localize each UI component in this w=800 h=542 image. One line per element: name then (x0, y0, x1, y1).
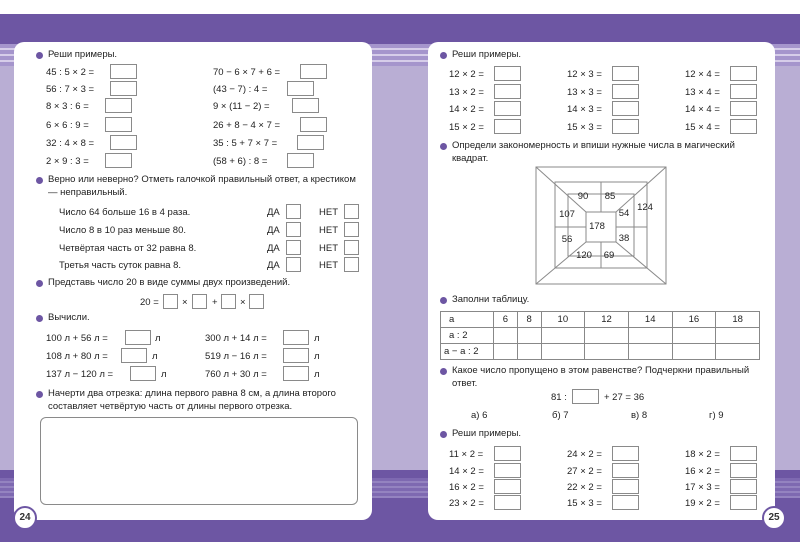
task-title: Верно или неверно? Отметь галочкой правильный ответ, а крестиком — неправильный. (48, 174, 356, 198)
example-text: 22 × 2 = (567, 482, 602, 493)
answer-box[interactable] (612, 446, 639, 461)
task-title: Представь число 20 в виде суммы двух произведений. (48, 277, 291, 288)
answer-box[interactable] (494, 446, 521, 461)
answer-option[interactable]: а) 6 (471, 410, 488, 421)
example-text: (43 − 7) : 4 = (213, 84, 268, 95)
answer-box[interactable] (105, 153, 132, 168)
example-text: 14 × 4 = (685, 104, 720, 115)
example-text: 15 × 2 = (449, 122, 484, 133)
table-header-cell: 14 (628, 312, 672, 328)
answer-box[interactable] (494, 66, 521, 81)
example-text: 16 × 2 = (685, 466, 720, 477)
task-title: Вычисли. (48, 312, 90, 323)
unit-label: л (314, 351, 320, 362)
answer-box[interactable] (110, 64, 137, 79)
example-text: 14 × 3 = (567, 104, 602, 115)
example-text: 760 л + 30 л = (205, 369, 267, 380)
unit-label: л (314, 333, 320, 344)
answer-box[interactable] (110, 135, 137, 150)
bullet-icon (36, 52, 43, 59)
table-cell[interactable] (716, 328, 760, 344)
unit-label: л (152, 351, 158, 362)
times-sign: × (240, 297, 246, 308)
yes-checkbox[interactable] (286, 204, 301, 219)
bullet-icon (440, 143, 447, 150)
statement-text: Число 64 больше 16 в 4 раза. (59, 207, 191, 218)
example-text: 519 л − 16 л = (205, 351, 267, 362)
example-text: 13 × 3 = (567, 87, 602, 98)
table-cell[interactable] (541, 328, 585, 344)
example-text: 15 × 4 = (685, 122, 720, 133)
drawing-area[interactable] (40, 417, 358, 505)
example-text: 16 × 2 = (449, 482, 484, 493)
yes-label: ДА (267, 225, 280, 236)
no-label: НЕТ (319, 243, 338, 254)
magic-number: 38 (618, 233, 630, 244)
table-cell[interactable] (517, 328, 541, 344)
values-table (440, 311, 760, 360)
answer-box[interactable] (287, 153, 314, 168)
table-cell[interactable] (672, 344, 716, 360)
answer-box[interactable] (612, 463, 639, 478)
example-text: 45 : 5 × 2 = (46, 67, 95, 78)
equation-right: + 27 = 36 (604, 392, 645, 403)
task-title: Какое число пропущено в этом равенстве? Подчеркни правильный ответ. (452, 365, 750, 389)
answer-box[interactable] (730, 119, 757, 134)
table-cell[interactable] (672, 328, 716, 344)
answer-box[interactable] (297, 135, 324, 150)
answer-box[interactable] (572, 389, 599, 404)
answer-box[interactable] (730, 495, 757, 510)
example-text: 6 × 6 : 9 = (46, 120, 89, 131)
example-text: 13 × 2 = (449, 87, 484, 98)
answer-box[interactable] (300, 117, 327, 132)
answer-box[interactable] (283, 348, 309, 363)
no-label: НЕТ (319, 260, 338, 271)
table-row-label: а : 2 (441, 328, 494, 344)
example-text: 9 × (11 − 2) = (213, 101, 270, 112)
magic-number: 178 (589, 221, 605, 232)
magic-number: 90 (577, 191, 589, 202)
answer-box[interactable] (612, 84, 639, 99)
task-title: Определи закономерность и впиши нужные числа в магический квадрат. (452, 140, 735, 164)
bullet-icon (36, 391, 43, 398)
yes-checkbox[interactable] (286, 240, 301, 255)
answer-box[interactable] (283, 366, 309, 381)
example-text: 19 × 2 = (685, 498, 720, 509)
example-text: 70 − 6 × 7 + 6 = (213, 67, 281, 78)
answer-box[interactable] (125, 330, 151, 345)
unit-label: л (155, 333, 161, 344)
no-checkbox[interactable] (344, 257, 359, 272)
answer-box[interactable] (163, 294, 178, 309)
bullet-icon (36, 280, 43, 287)
no-label: НЕТ (319, 207, 338, 218)
answer-option[interactable]: б) 7 (552, 410, 569, 421)
table-row-label: а − а : 2 (441, 344, 494, 360)
answer-box[interactable] (494, 119, 521, 134)
top-white-band (0, 0, 800, 14)
table-header-cell: 10 (541, 312, 585, 328)
table-cell[interactable] (517, 344, 541, 360)
answer-box[interactable] (730, 446, 757, 461)
magic-number: 120 (576, 250, 592, 261)
answer-box[interactable] (494, 463, 521, 478)
magic-number: 69 (603, 250, 615, 261)
table-cell[interactable] (585, 344, 629, 360)
table-header-cell: 12 (585, 312, 629, 328)
statement-text: Число 8 в 10 раз меньше 80. (59, 225, 186, 236)
magic-number: 56 (561, 234, 573, 245)
task-title: Реши примеры. (452, 49, 522, 60)
table-row (441, 344, 760, 360)
table-header-cell: 18 (716, 312, 760, 328)
answer-box[interactable] (283, 330, 309, 345)
unit-label: л (314, 369, 320, 380)
table-cell[interactable] (494, 328, 518, 344)
table-header-cell: 16 (672, 312, 716, 328)
yes-label: ДА (267, 207, 280, 218)
answer-box[interactable] (730, 463, 757, 478)
table-cell[interactable] (494, 344, 518, 360)
no-label: НЕТ (319, 225, 338, 236)
example-text: 17 × 3 = (685, 482, 720, 493)
yes-label: ДА (267, 243, 280, 254)
example-text: 2 × 9 : 3 = (46, 156, 89, 167)
magic-number: 107 (559, 209, 575, 220)
example-text: 26 + 8 − 4 × 7 = (213, 120, 281, 131)
equation-left: 81 : (551, 392, 567, 403)
answer-box[interactable] (612, 495, 639, 510)
example-text: 24 × 2 = (567, 449, 602, 460)
table-header-cell: а (441, 312, 494, 328)
example-text: 18 × 2 = (685, 449, 720, 460)
no-checkbox[interactable] (344, 222, 359, 237)
no-checkbox[interactable] (344, 204, 359, 219)
answer-box[interactable] (287, 81, 314, 96)
example-text: 23 × 2 = (449, 498, 484, 509)
table-header-cell: 6 (494, 312, 518, 328)
table-header-cell: 8 (517, 312, 541, 328)
task-title: Начерти два отрезка: длина первого равна 8 см, а длина второго составляет четвёртую часть от длины первого отрезка. (48, 388, 336, 412)
example-text: 12 × 4 = (685, 69, 720, 80)
example-text: 300 л + 14 л = (205, 333, 267, 344)
example-text: 15 × 3 = (567, 122, 602, 133)
task-title: Реши примеры. (452, 428, 522, 439)
answer-box[interactable] (130, 366, 156, 381)
example-text: (58 + 6) : 8 = (213, 156, 268, 167)
answer-box[interactable] (730, 84, 757, 99)
answer-box[interactable] (612, 479, 639, 494)
example-text: 12 × 2 = (449, 69, 484, 80)
answer-box[interactable] (221, 294, 236, 309)
magic-number: 85 (604, 191, 616, 202)
example-text: 15 × 3 = (567, 498, 602, 509)
times-sign: × (182, 297, 188, 308)
table-cell[interactable] (716, 344, 760, 360)
equation-start: 20 = (140, 297, 159, 308)
magic-number: 54 (618, 208, 630, 219)
yes-label: ДА (267, 260, 280, 271)
answer-box[interactable] (121, 348, 147, 363)
answer-box[interactable] (612, 119, 639, 134)
page-number: 24 (13, 506, 37, 530)
no-checkbox[interactable] (344, 240, 359, 255)
example-text: 8 × 3 : 6 = (46, 101, 89, 112)
table-cell[interactable] (628, 344, 672, 360)
page-number: 25 (762, 506, 786, 530)
statement-text: Четвёртая часть от 32 равна 8. (59, 243, 197, 254)
table-cell[interactable] (585, 328, 629, 344)
example-text: 12 × 3 = (567, 69, 602, 80)
answer-option[interactable]: в) 8 (631, 410, 648, 421)
answer-box[interactable] (105, 98, 132, 113)
task-title: Заполни таблицу. (452, 294, 530, 305)
bullet-icon (440, 297, 447, 304)
example-text: 11 × 2 = (449, 449, 484, 460)
answer-box[interactable] (494, 479, 521, 494)
answer-box[interactable] (730, 101, 757, 116)
table-row (441, 328, 760, 344)
answer-box[interactable] (292, 98, 319, 113)
example-text: 14 × 2 = (449, 104, 484, 115)
bullet-icon (440, 431, 447, 438)
answer-box[interactable] (612, 66, 639, 81)
example-text: 56 : 7 × 3 = (46, 84, 95, 95)
magic-number: 124 (637, 202, 653, 213)
answer-box[interactable] (612, 101, 639, 116)
bullet-icon (36, 177, 43, 184)
yes-checkbox[interactable] (286, 222, 301, 237)
top-purple-band (0, 14, 800, 44)
example-text: 100 л + 56 л = (46, 333, 108, 344)
example-text: 137 л − 120 л = (46, 369, 114, 380)
answer-option[interactable]: г) 9 (709, 410, 724, 421)
answer-box[interactable] (192, 294, 207, 309)
plus-sign: + (212, 297, 218, 308)
task-title: Реши примеры. (48, 49, 118, 60)
example-text: 108 л + 80 л = (46, 351, 108, 362)
answer-box[interactable] (730, 479, 757, 494)
example-text: 35 : 5 + 7 × 7 = (213, 138, 278, 149)
table-cell[interactable] (541, 344, 585, 360)
example-text: 32 : 4 × 8 = (46, 138, 95, 149)
yes-checkbox[interactable] (286, 257, 301, 272)
answer-box[interactable] (494, 101, 521, 116)
answer-box[interactable] (105, 117, 132, 132)
answer-box[interactable] (494, 84, 521, 99)
table-cell[interactable] (628, 328, 672, 344)
statement-text: Третья часть суток равна 8. (59, 260, 182, 271)
answer-box[interactable] (494, 495, 521, 510)
table-header-row (441, 312, 760, 328)
answer-box[interactable] (110, 81, 137, 96)
bullet-icon (440, 52, 447, 59)
answer-box[interactable] (249, 294, 264, 309)
example-text: 13 × 4 = (685, 87, 720, 98)
answer-box[interactable] (730, 66, 757, 81)
unit-label: л (161, 369, 167, 380)
bullet-icon (36, 315, 43, 322)
example-text: 14 × 2 = (449, 466, 484, 477)
bullet-icon (440, 368, 447, 375)
example-text: 27 × 2 = (567, 466, 602, 477)
answer-box[interactable] (300, 64, 327, 79)
